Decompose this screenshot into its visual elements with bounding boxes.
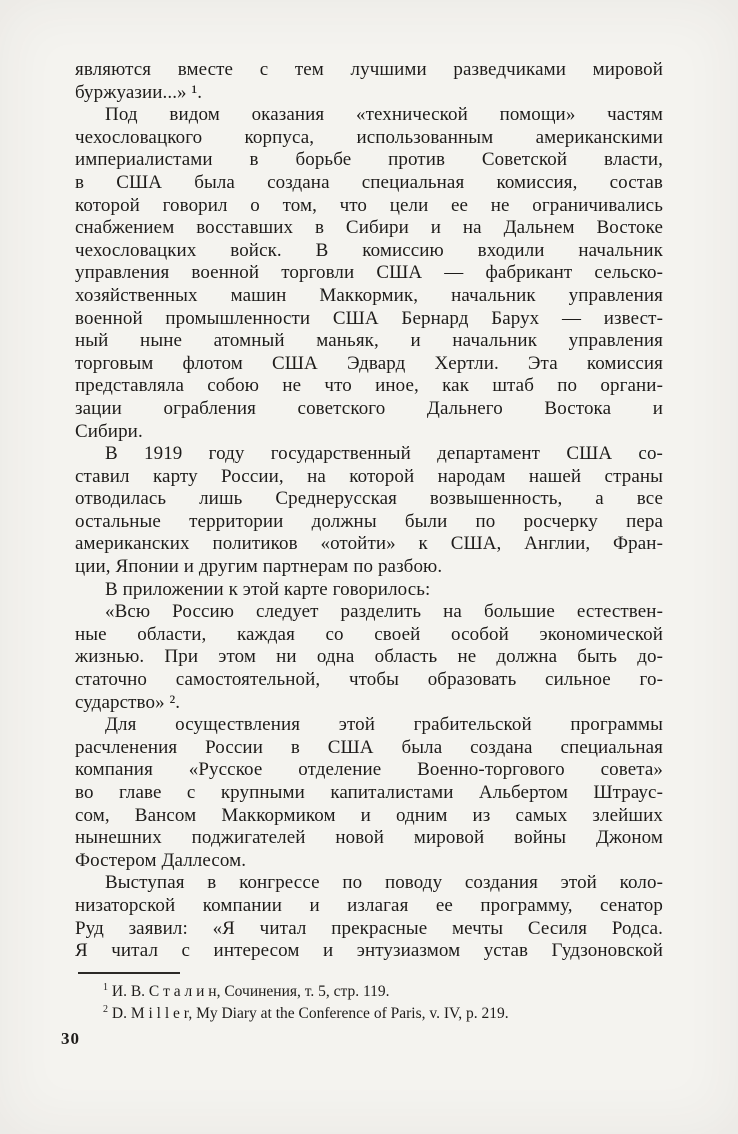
- footnote-separator: [78, 972, 180, 974]
- footnote: [75, 1003, 663, 1025]
- text-line: сударство» ².: [75, 691, 181, 713]
- text-line: Для осуществления этой грабительской программы: [105, 714, 663, 736]
- text-line: торговым флотом США Эдвард Хертли. Эта комиссия: [75, 352, 663, 374]
- paragraph: [75, 443, 663, 579]
- text-line: нынешних поджигателей новой мировой войны Джоном: [75, 827, 663, 849]
- text-line: ции, Японии и другим партнерам по разбою.: [75, 556, 443, 578]
- text-line: жизнью. При этом ни одна область не должна быть до-: [75, 646, 663, 668]
- paragraph: [75, 579, 663, 602]
- text-line: хозяйственных машин Маккормик, начальник управления: [75, 284, 663, 306]
- paragraph: [75, 872, 663, 962]
- text-line: управления военной торговли США — фабрикант сельско-: [75, 262, 663, 284]
- text-line: отводилась лишь Среднерусская возвышенность, а все: [75, 488, 663, 510]
- paragraph: [75, 601, 663, 714]
- text-line: империалистами в борьбе против Советской власти,: [75, 149, 663, 171]
- text-line: «Всю Россию следует разделить на большие естествен-: [105, 601, 663, 623]
- paragraph: [75, 714, 663, 872]
- text-line: Руд заявил: «Я читал прекрасные мечты Сесиля Родса.: [75, 917, 663, 939]
- text-line: Я читал с интересом и энтузиазмом устав Гудзоновской: [75, 940, 663, 962]
- text-line: являются вместе с тем лучшими разведчиками мировой: [75, 59, 663, 80]
- text-line: В приложении к этой карте говорилось:: [105, 578, 431, 600]
- text-line: низаторской компании и излагая ее программу, сенатор: [75, 894, 663, 916]
- text-line: во главе с крупными капиталистами Альбертом Штраус-: [75, 782, 663, 803]
- footnotes: [75, 981, 663, 1025]
- text-line: чехословацких войск. В комиссию входили начальник: [75, 239, 663, 261]
- text-line: которой говорил о том, что цели ее не ограничивались: [75, 194, 663, 216]
- text-line: ный ныне атомный маньяк, и начальник управления: [75, 330, 663, 352]
- text-line: расчленения России в США была создана специальная: [75, 736, 663, 758]
- text-line: Выступая в конгрессе по поводу создания этой коло-: [105, 872, 663, 894]
- text-line: Фостером Даллесом.: [75, 849, 247, 871]
- text-line: зации ограбления советского Дальнего Востока и: [75, 397, 663, 419]
- footnote-marker: 2: [103, 1003, 108, 1015]
- text-line: статочно самостоятельной, чтобы образовать сильное го-: [75, 669, 663, 691]
- text-line: компания «Русское отделение Военно-торгового совета»: [75, 759, 663, 781]
- footnote: [75, 981, 663, 1003]
- text-line: В 1919 году государственный департамент США со-: [105, 443, 663, 465]
- text-line: военной промышленности США Бернард Барух — извест-: [75, 307, 663, 329]
- text-line: Под видом оказания «технической помощи» частям: [105, 104, 663, 126]
- text-line: остальные территории должны были по росчерку пера: [75, 510, 663, 532]
- text-line: ные области, каждая со своей особой экономической: [75, 623, 663, 645]
- footnote-text: D. M i l l e r, My Diary at the Conference of Paris, v. IV, p. 219.: [111, 1005, 509, 1022]
- text-line: сом, Вансом Маккормиком и одним из самых злейших: [75, 804, 663, 826]
- text-line: в США была создана специальная комиссия, состав: [75, 171, 663, 193]
- text-line: буржуазии...» ¹.: [75, 81, 203, 103]
- paragraph: [75, 104, 663, 443]
- page-number: 30: [61, 1029, 80, 1048]
- footnote-text: И. В. С т а л и н, Сочинения, т. 5, стр. 119.: [111, 983, 390, 1000]
- text-line: Сибири.: [75, 420, 143, 442]
- text-line: американских политиков «отойти» к США, Англии, Фран-: [75, 533, 663, 555]
- footnote-marker: 1: [103, 981, 108, 993]
- paragraph: [75, 59, 663, 104]
- text-line: снабжением восставших в Сибири и на Дальнем Востоке: [75, 217, 663, 239]
- body-text: [75, 59, 663, 963]
- text-line: ставил карту России, на которой народам нашей страны: [75, 465, 663, 487]
- text-line: чехословацкого корпуса, использованным американскими: [75, 126, 663, 148]
- text-line: представляла собою не что иное, как штаб по органи-: [75, 375, 663, 397]
